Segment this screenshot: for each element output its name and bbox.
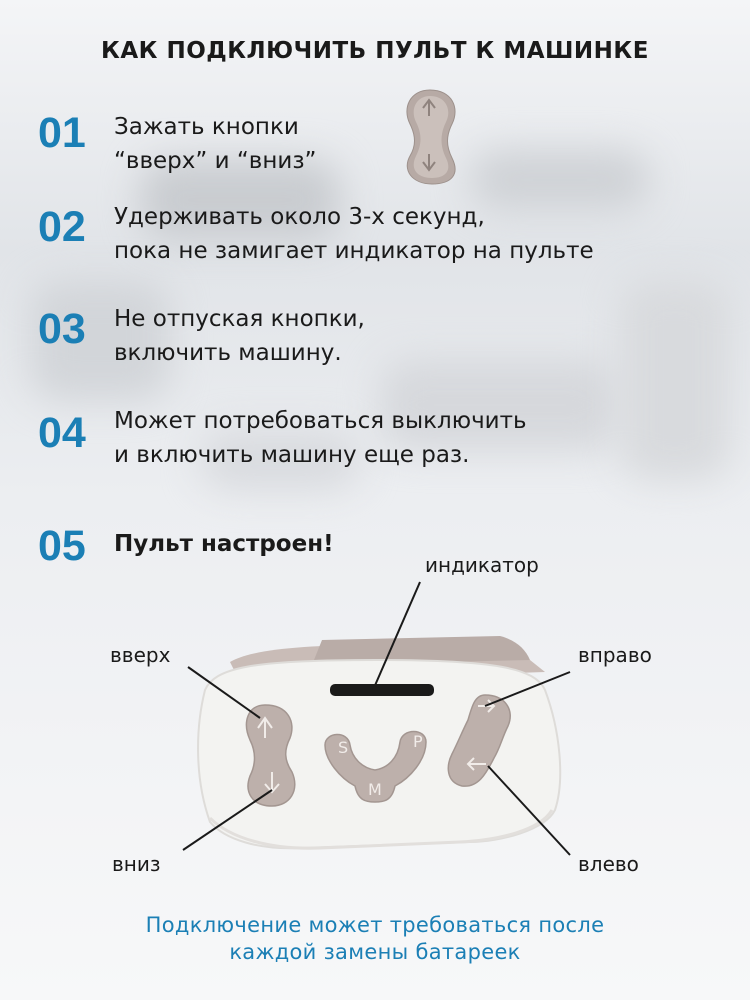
step-number: 02 xyxy=(38,203,86,251)
label-down: вниз xyxy=(112,852,161,876)
step-number: 05 xyxy=(38,522,86,570)
step-number: 01 xyxy=(38,109,86,157)
footer-note: Подключение может требоваться после каждой замены батареек xyxy=(145,913,605,964)
label-right: вправо xyxy=(578,643,652,667)
label-left: влево xyxy=(578,852,639,876)
step-number: 04 xyxy=(38,409,86,457)
p-button-label: P xyxy=(413,732,423,751)
label-indicator: индикатор xyxy=(425,553,539,577)
step-text: Зажать кнопки “вверх” и “вниз” xyxy=(114,114,317,174)
s-button-label: S xyxy=(338,738,349,757)
step-number: 03 xyxy=(38,305,86,353)
step-text: Не отпуская кнопки, включить машину. xyxy=(114,306,365,366)
indicator-light xyxy=(330,684,434,696)
label-up: вверх xyxy=(110,643,171,667)
updown-button-icon xyxy=(407,90,455,184)
page-title: КАК ПОДКЛЮЧИТЬ ПУЛЬТ К МАШИНКЕ xyxy=(101,38,649,64)
step-text: Пульт настроен! xyxy=(114,531,334,557)
step-text: Может потребоваться выключить и включить машину еще раз. xyxy=(114,408,527,468)
m-button-label: M xyxy=(368,780,382,799)
step-text: Удерживать около 3-х секунд, пока не замигает индикатор на пульте xyxy=(114,204,594,264)
